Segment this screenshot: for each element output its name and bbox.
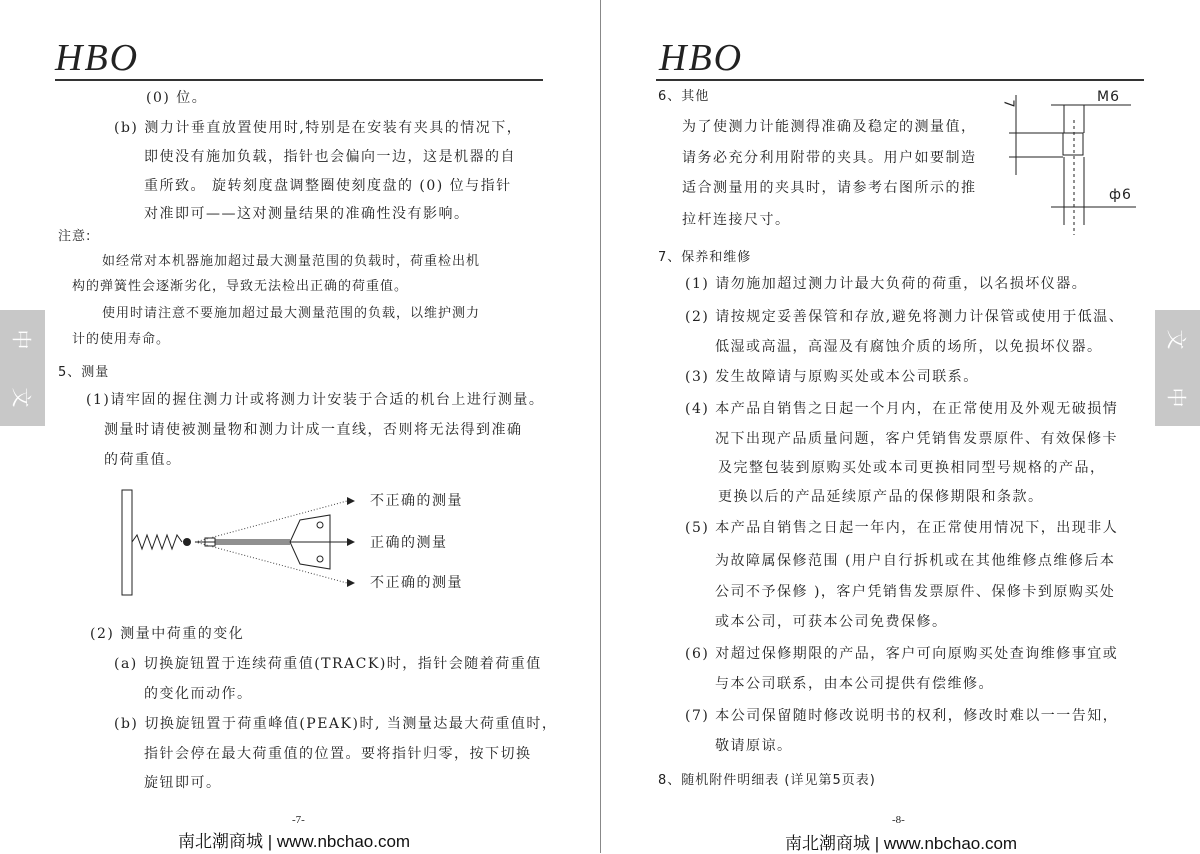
note-title: 注意: bbox=[58, 229, 92, 244]
diameter-label: ф6 bbox=[1109, 187, 1132, 203]
page-8 bbox=[601, 0, 1200, 853]
text-line: 况下出现产品质量问题，客户凭销售发票原件、有效保修卡 bbox=[715, 431, 1118, 447]
text-line: 对准即可——这对测量结果的准确性没有影响。 bbox=[144, 206, 470, 222]
text-line: (1) 请勿施加超过测力计最大负荷的荷重，以名损坏仪器。 bbox=[685, 276, 1088, 292]
text-line: (2) 请按规定妥善保管和存放,避免将测力计保管或使用于低温、 bbox=[685, 309, 1125, 325]
note-line: 使用时请注意不要施加超过最大测量范围的负载，以维护测力 bbox=[102, 306, 481, 321]
page-number: -8- bbox=[892, 814, 905, 826]
text-line: (b) 测力计垂直放置使用时,特别是在安装有夹具的情况下， bbox=[114, 120, 523, 136]
page-number: -7- bbox=[292, 814, 305, 826]
side-tab-char: 中 bbox=[1164, 387, 1188, 407]
diagram-label-incorrect: 不正确的测量 bbox=[370, 493, 463, 509]
text-line: 或本公司，可获本公司免费保修。 bbox=[715, 614, 948, 630]
note-line: 计的使用寿命。 bbox=[72, 332, 171, 347]
section-6-title: 6、其他 bbox=[658, 89, 710, 104]
text-line: (a) 切换旋钮置于连续荷重值(TRACK)时，指针会随着荷重值 bbox=[114, 656, 542, 672]
text-line: 即使没有施加负载，指针也会偏向一边，这是机器的自 bbox=[144, 149, 516, 165]
text-line: 请务必充分利用附带的夹具。用户如要制造 bbox=[682, 150, 977, 166]
header-rule bbox=[656, 79, 1144, 81]
text-line: 敬请原谅。 bbox=[715, 738, 793, 754]
footer-text: 南北潮商城 | www.nbchao.com bbox=[785, 834, 1018, 853]
side-tab-char: 文 bbox=[1164, 329, 1188, 349]
text-line: 为了使测力计能测得准确及稳定的测量值， bbox=[682, 119, 977, 135]
measurement-diagram bbox=[115, 485, 365, 600]
side-tab-char: 中 bbox=[9, 329, 33, 349]
logo: HBO bbox=[659, 37, 744, 79]
text-line: 拉杆连接尺寸。 bbox=[682, 212, 791, 228]
text-line: (7) 本公司保留随时修改说明书的权利，修改时难以一一告知， bbox=[685, 708, 1119, 724]
text-line: (2) 测量中荷重的变化 bbox=[90, 626, 245, 642]
note-line: 构的弹簧性会逐渐劣化，导致无法检出正确的荷重值。 bbox=[72, 279, 409, 294]
section-8-title: 8、随机附件明细表 (详见第5页表) bbox=[658, 773, 876, 788]
text-line: 更换以后的产品延续原产品的保修期限和条款。 bbox=[718, 489, 1044, 505]
thread-label: M6 bbox=[1097, 89, 1120, 105]
text-line: 测量时请使被测量物和测力计成一直线，否则将无法得到准确 bbox=[104, 422, 523, 438]
language-tab bbox=[1155, 310, 1200, 426]
text-line: 适合测量用的夹具时，请参考右图所示的推 bbox=[682, 180, 977, 196]
header-rule bbox=[55, 79, 543, 81]
logo: HBO bbox=[55, 37, 140, 79]
text-line: (5) 本产品自销售之日起一年内，在正常使用情况下，出现非人 bbox=[685, 520, 1119, 536]
text-line: (1)请牢固的握住测力计或将测力计安装于合适的机台上进行测量。 bbox=[86, 392, 545, 408]
page-7 bbox=[0, 0, 600, 853]
text-line: (b) 切换旋钮置于荷重峰值(PEAK)时, 当测量达最大荷重值时， bbox=[114, 716, 558, 732]
text-line: 的荷重值。 bbox=[104, 452, 182, 468]
text-line: (6) 对超过保修期限的产品，客户可向原购买处查询维修事宜或 bbox=[685, 646, 1119, 662]
push-rod-figure bbox=[1001, 90, 1146, 240]
diagram-label-correct: 正确的测量 bbox=[370, 535, 448, 551]
text-line: 旋钮即可。 bbox=[144, 775, 222, 791]
text-line: (0) 位。 bbox=[146, 90, 208, 106]
section-5-title: 5、测量 bbox=[58, 365, 110, 380]
text-line: 的变化而动作。 bbox=[144, 686, 253, 702]
section-7-title: 7、保养和维修 bbox=[658, 250, 752, 265]
side-tab-char: 文 bbox=[9, 387, 33, 407]
text-line: (4) 本产品自销售之日起一个月内，在正常使用及外观无破损情 bbox=[685, 401, 1119, 417]
text-line: 与本公司联系，由本公司提供有偿维修。 bbox=[715, 676, 994, 692]
language-tab bbox=[0, 310, 45, 426]
note-line: 如经常对本机器施加超过最大测量范围的负载时，荷重检出机 bbox=[102, 254, 481, 269]
text-line: 为故障属保修范围 (用户自行拆机或在其他维修点维修后本 bbox=[715, 553, 1116, 569]
text-line: 指针会停在最大荷重值的位置。要将指针归零，按下切换 bbox=[144, 746, 532, 762]
length-label: 7 bbox=[1000, 99, 1016, 109]
text-line: (3) 发生故障请与原购买处或本公司联系。 bbox=[685, 369, 979, 385]
text-line: 公司不予保修 )，客户凭销售发票原件、保修卡到原购买处 bbox=[715, 584, 1116, 600]
text-line: 低湿或高温，高湿及有腐蚀介质的场所，以免损坏仪器。 bbox=[715, 339, 1103, 355]
text-line: 及完整包装到原购买处或本司更换相同型号规格的产品， bbox=[718, 460, 1106, 476]
diagram-label-incorrect: 不正确的测量 bbox=[370, 575, 463, 591]
text-line: 重所致。 旋转刻度盘调整圈使刻度盘的 (0) 位与指针 bbox=[144, 178, 512, 194]
footer-text: 南北潮商城 | www.nbchao.com bbox=[178, 832, 411, 851]
